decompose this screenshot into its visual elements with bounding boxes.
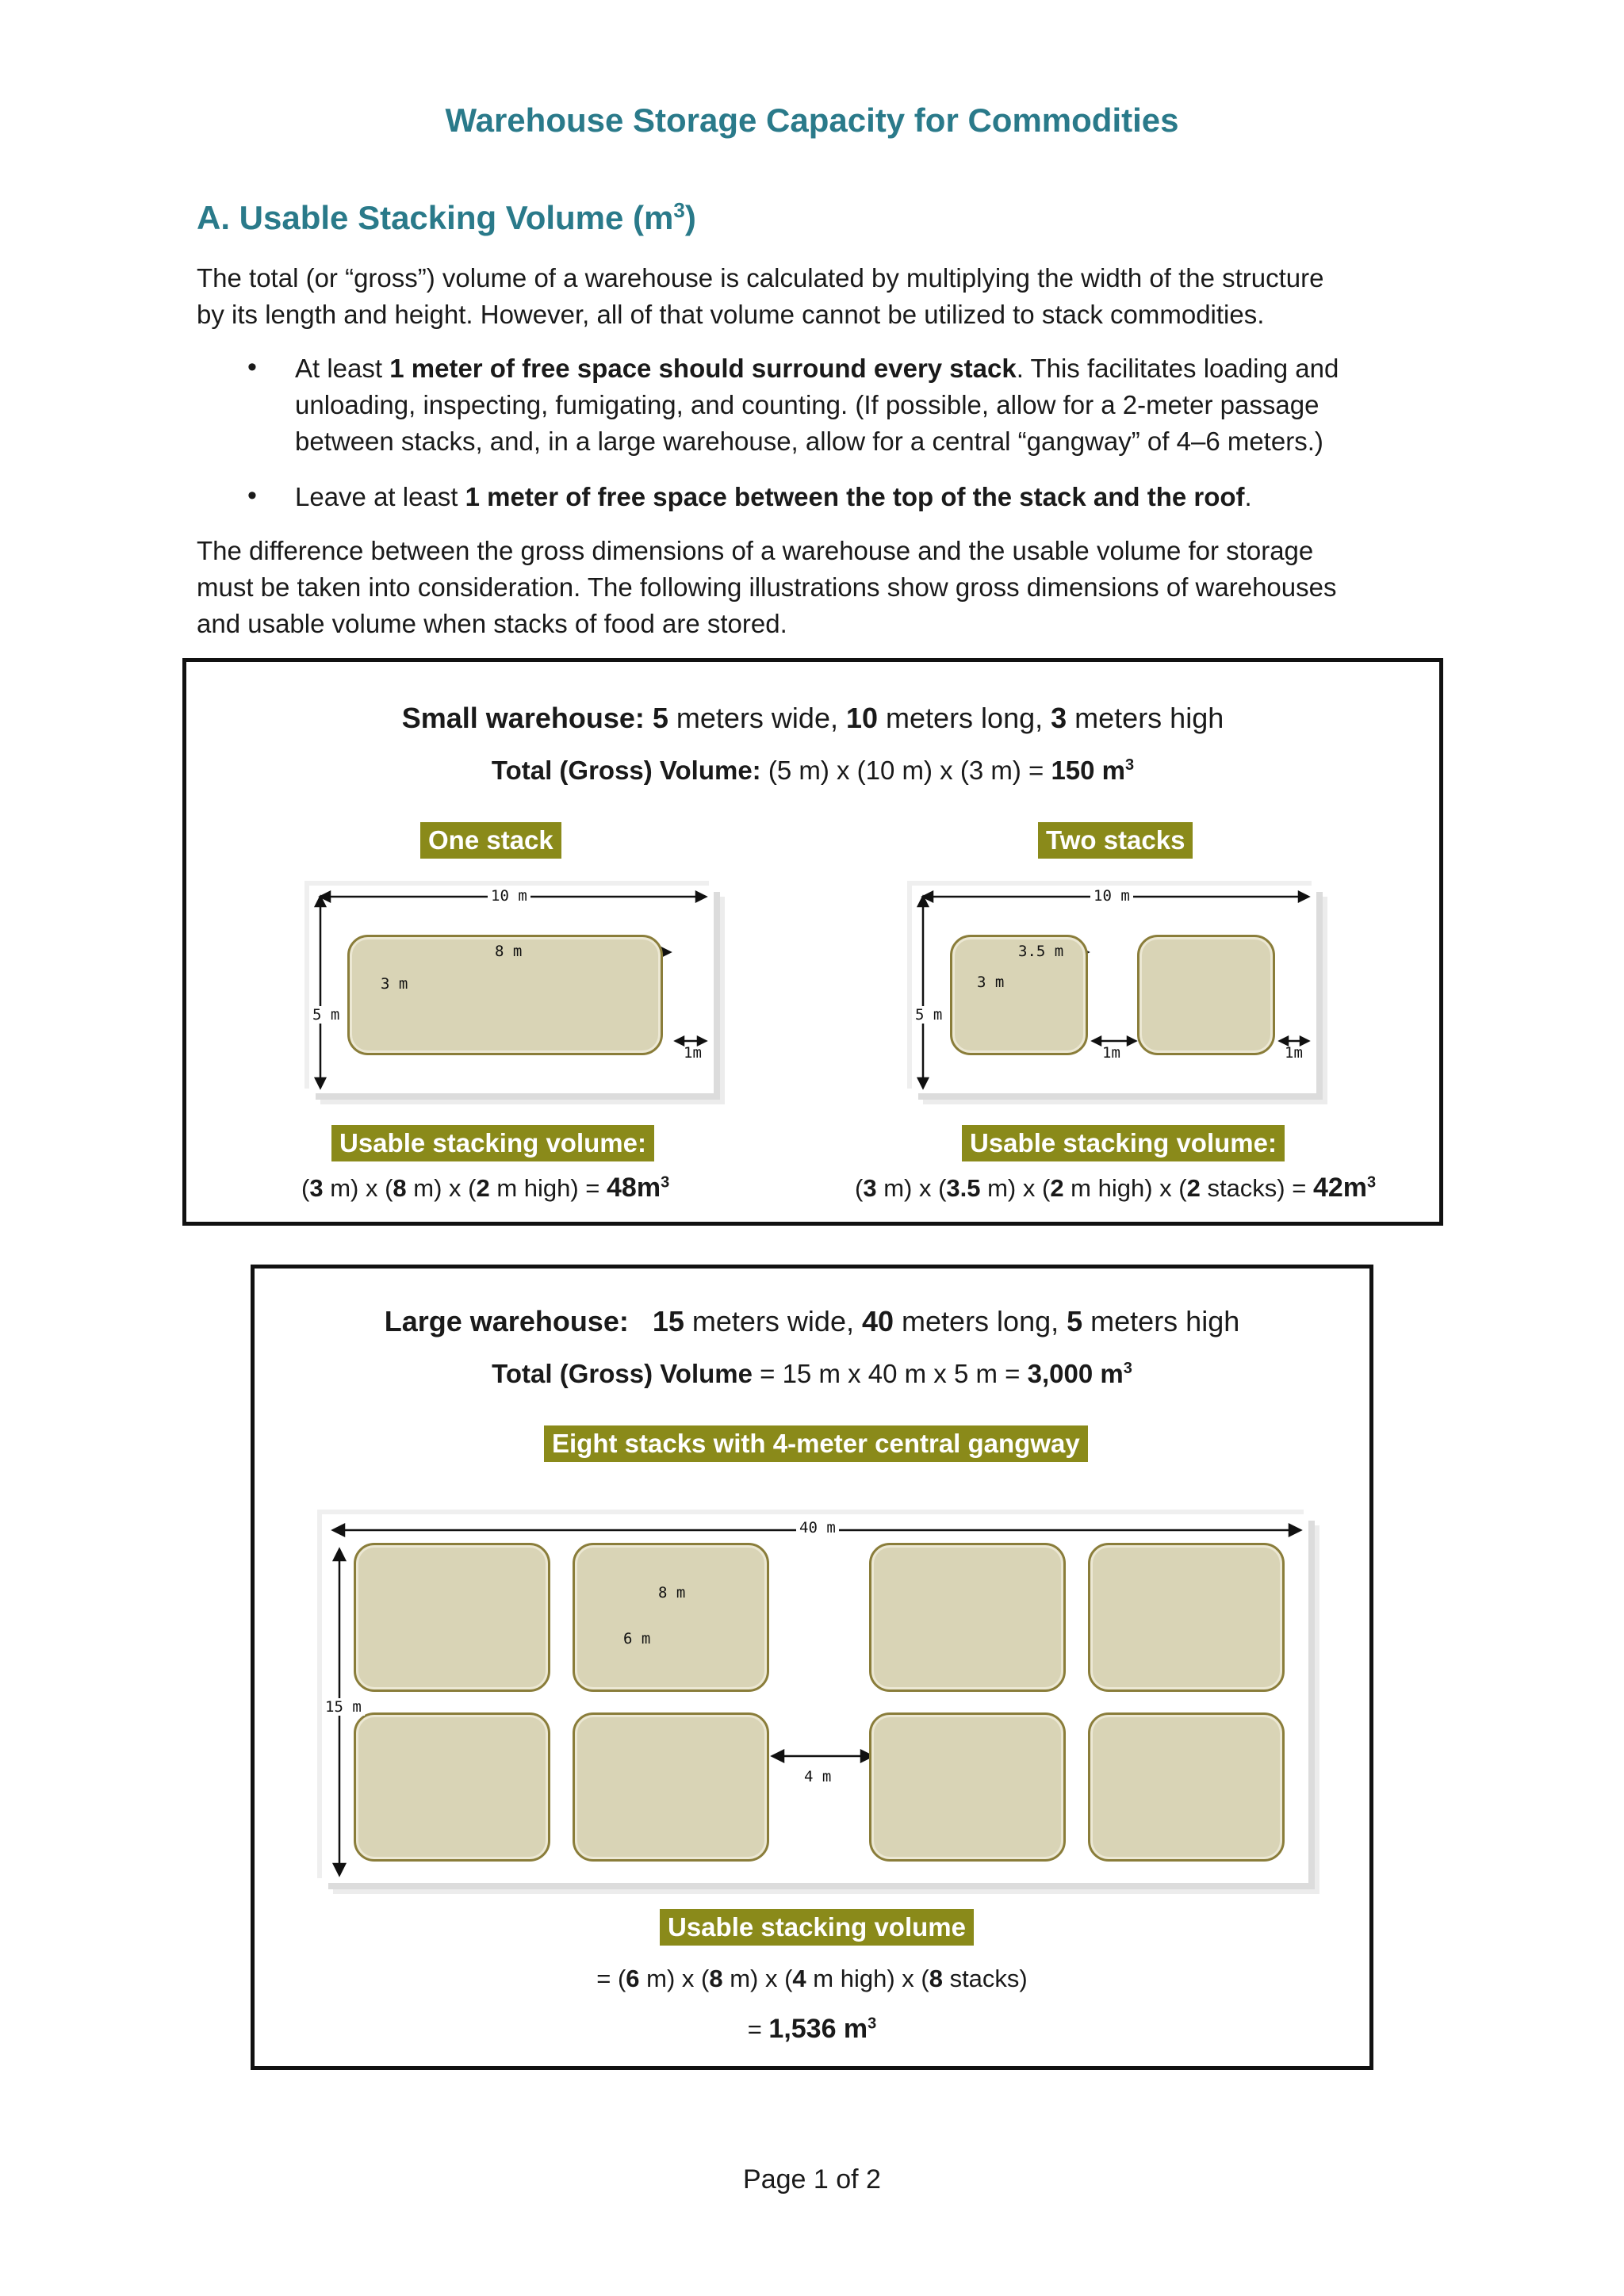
eight-stacks-badge: Eight stacks with 4-meter central gangway <box>544 1425 1088 1462</box>
large-usable-badge: Usable stacking volume <box>660 1909 974 1946</box>
one-stack-badge: One stack <box>420 822 561 859</box>
one-stack-formula: (3 m) x (8 m) x (2 m high) = $48m^3$ <box>301 1173 670 1203</box>
stack-width-label: 3 m <box>977 974 1005 991</box>
page-footer: Page 1 of 2 <box>743 2164 881 2195</box>
stack-width-label: 3 m <box>381 975 408 993</box>
large-result: = 1,536 $m^3$ <box>747 2014 877 2044</box>
section-heading: A. Usable Stacking Volume $(m^3)$ <box>197 198 696 236</box>
stack-length-label: 3.5 m <box>1018 943 1064 960</box>
stack <box>573 1712 769 1862</box>
one-stack-usable-badge: Usable stacking volume: <box>331 1125 654 1161</box>
small-gross-volume: Total (Gross) Volume: (5 m) x (10 m) x (3 m) = 150 $m^3$ <box>491 756 1135 785</box>
large-warehouse-box <box>251 1265 1373 2070</box>
length-label: 40 m <box>796 1519 839 1536</box>
large-warehouse-title: Large warehouse: 15 meters wide, 40 meters long, 5 meters high <box>384 1305 1240 1337</box>
stack <box>354 1712 550 1862</box>
stack <box>869 1712 1066 1862</box>
stack <box>1137 935 1275 1055</box>
stack <box>1088 1712 1285 1862</box>
small-warehouse-box <box>182 658 1443 1226</box>
stack-length-label: 8 m <box>658 1584 686 1601</box>
eight-stacks-diagram <box>322 1514 1308 1883</box>
two-stacks-badge: Two stacks <box>1038 822 1193 859</box>
gap-label: 1m <box>1285 1044 1303 1062</box>
stack <box>354 1543 550 1692</box>
bullet-item: Leave at least 1 meter of free space between the top of the stack and the roof. <box>295 482 1252 511</box>
two-stacks-usable-badge: Usable stacking volume: <box>962 1125 1285 1161</box>
bullet-icon: • <box>247 352 257 382</box>
one-stack-diagram <box>309 886 714 1093</box>
stack-length-label: 8 m <box>495 943 523 960</box>
bullet-icon: • <box>247 480 257 511</box>
large-formula: = (6 m) x (8 m) x (4 m high) x (8 stacks) <box>596 1965 1028 1992</box>
gap-label: 1m <box>1102 1044 1120 1062</box>
length-label: 10 m <box>488 887 530 905</box>
bullet-item: At least 1 meter of free space should surround every stack. This facilitates loading and unloading, inspecting, fumigating, and counting. (If possible, allow for a 2-meter passage between stacks, and, in a large warehouse, allow for a central “gangway” of 4–6 meters.) <box>295 354 1339 456</box>
length-label: 10 m <box>1090 887 1133 905</box>
outro-paragraph: The difference between the gross dimensions of a warehouse and the usable volume for storage must be taken into consideration. The following illustrations show gross dimensions of warehouses and usable volume when stacks of food are stored. <box>197 536 1337 638</box>
intro-paragraph: The total (or “gross”) volume of a warehouse is calculated by multiplying the width of the structure by its length and height. However, all of that volume cannot be utilized to stack commodities. <box>197 263 1324 329</box>
two-stacks-diagram <box>912 886 1316 1093</box>
page-title: Warehouse Storage Capacity for Commodities <box>445 101 1179 139</box>
small-warehouse-title: Small warehouse: 5 meters wide, 10 meters long, 3 meters high <box>401 702 1224 734</box>
two-stacks-formula: (3 m) x (3.5 m) x (2 m high) x (2 stacks) = $42m^3$ <box>855 1173 1377 1203</box>
stack <box>573 1543 769 1692</box>
stack-width-label: 6 m <box>623 1630 651 1647</box>
large-gross-volume: Total (Gross) Volume = 15 m x 40 m x 5 m = 3,000 $m^3$ <box>492 1359 1132 1388</box>
width-label: 5 m <box>309 1006 343 1024</box>
stack <box>1088 1543 1285 1692</box>
gap-label: 1m <box>684 1044 702 1062</box>
gangway-label: 4 m <box>804 1768 832 1785</box>
width-label: 15 m <box>322 1698 365 1716</box>
stack <box>869 1543 1066 1692</box>
width-label: 5 m <box>912 1006 945 1024</box>
